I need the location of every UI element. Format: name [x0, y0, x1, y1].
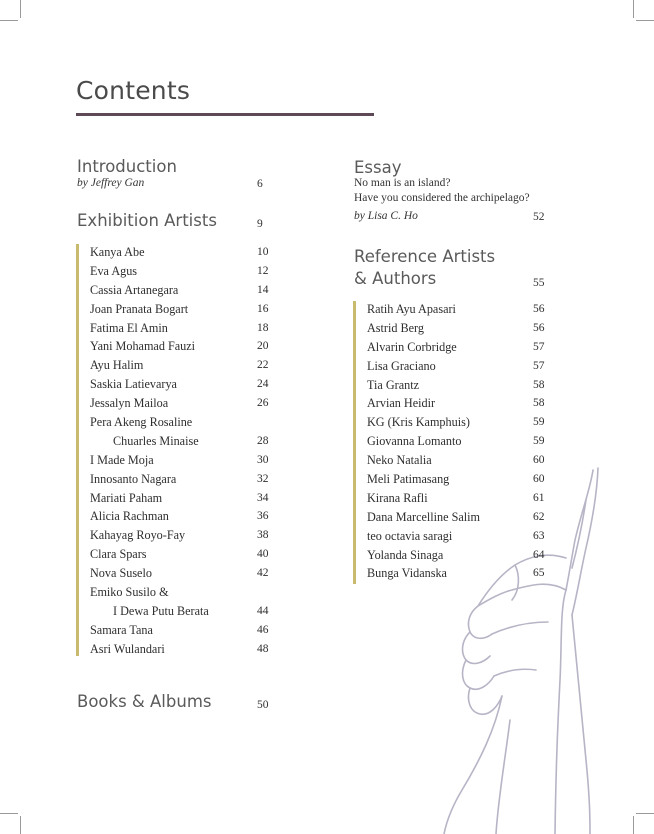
- entry-page: 26: [257, 397, 269, 410]
- list-item: [367, 527, 557, 546]
- list-item: [90, 413, 280, 432]
- entry-name: Mariati Paham: [90, 490, 163, 505]
- reference-list-bar: [353, 301, 356, 584]
- reference-entries-list: [367, 300, 557, 583]
- entry-name: Joan Pranata Bogart: [90, 301, 189, 316]
- list-item: [90, 394, 280, 413]
- entry-name: Ayu Halim: [90, 358, 144, 373]
- entry-page: 12: [257, 264, 269, 277]
- crop-mark: [0, 20, 18, 21]
- page-title: Contents: [76, 76, 191, 105]
- list-item: [90, 243, 280, 262]
- list-item: [367, 451, 557, 470]
- list-item: [90, 507, 280, 526]
- exhibition-artists-list: [90, 243, 280, 659]
- list-item: [90, 470, 280, 489]
- entry-page: 44: [257, 604, 269, 617]
- crop-mark: [636, 20, 654, 21]
- entry-name: Fatima El Amin: [90, 320, 168, 335]
- entry-name: Arvian Heidir: [367, 396, 436, 411]
- crop-mark: [636, 813, 654, 814]
- introduction-byline: by Jeffrey Gan: [77, 177, 145, 189]
- entry-page: 14: [257, 283, 269, 296]
- entry-name: Astrid Berg: [367, 320, 424, 335]
- crop-mark: [20, 816, 21, 834]
- list-item: [90, 526, 280, 545]
- list-item: [367, 489, 557, 508]
- list-item: [90, 432, 280, 451]
- exhibition-artists-heading: Exhibition Artists: [77, 211, 217, 230]
- list-item: [367, 546, 557, 565]
- list-item: [367, 564, 557, 583]
- entry-page: 60: [533, 454, 545, 467]
- entry-page: 20: [257, 340, 269, 353]
- entry-page: 10: [257, 246, 269, 258]
- entry-page: 57: [533, 340, 545, 353]
- entry-page: 42: [257, 567, 269, 580]
- reference-page: 55: [533, 277, 545, 289]
- list-item: [90, 489, 280, 508]
- entry-name: Jessalyn Mailoa: [90, 396, 169, 411]
- entry-name: Alvarin Corbridge: [367, 339, 457, 354]
- entry-page: 22: [257, 359, 269, 372]
- list-item: [90, 262, 280, 281]
- reference-heading-line-1: Reference Artists: [354, 247, 496, 266]
- entry-page: 32: [257, 472, 269, 485]
- entry-page: 56: [533, 321, 545, 334]
- entry-name: Meli Patimasang: [367, 472, 450, 487]
- essay-title-line-2: Have you considered the archipelago?: [354, 192, 530, 204]
- essay-byline: by Lisa C. Ho: [354, 210, 418, 222]
- list-item: [90, 545, 280, 564]
- entry-name: Bunga Vidanska: [367, 566, 447, 581]
- list-item: [367, 319, 557, 338]
- crop-mark: [0, 813, 18, 814]
- entry-page: 59: [533, 416, 545, 429]
- list-item: [90, 337, 280, 356]
- entry-page: 30: [257, 453, 269, 466]
- list-item: [90, 583, 280, 602]
- exhibition-list-bar: [76, 244, 79, 656]
- list-item: [90, 602, 280, 621]
- entry-page: 28: [257, 434, 269, 447]
- entry-name: Kahayag Royo-Fay: [90, 528, 186, 543]
- entry-page: 48: [257, 642, 269, 655]
- entry-name: Chuarles Minaise: [113, 433, 199, 448]
- entry-name: I Dewa Putu Berata: [113, 603, 209, 618]
- reference-heading-line-2: & Authors: [354, 269, 437, 288]
- crop-mark: [20, 0, 21, 18]
- entry-name: Samara Tana: [90, 622, 153, 637]
- entry-name: Yani Mohamad Fauzi: [90, 339, 196, 354]
- essay-page: 52: [533, 211, 545, 223]
- entry-page: 61: [533, 491, 545, 504]
- entry-page: 24: [257, 378, 269, 391]
- entry-name: I Made Moja: [90, 452, 154, 467]
- list-item: [90, 319, 280, 338]
- exhibition-artists-page: 9: [257, 218, 263, 230]
- list-item: [367, 470, 557, 489]
- list-item: [90, 356, 280, 375]
- books-albums-page: 50: [257, 699, 269, 711]
- essay-title-line-1: No man is an island?: [354, 177, 451, 189]
- title-rule: [76, 113, 374, 116]
- entry-page: 38: [257, 529, 269, 542]
- entry-name: Pera Akeng Rosaline: [90, 415, 193, 430]
- list-item: [367, 413, 557, 432]
- list-item: [367, 376, 557, 395]
- entry-name: Neko Natalia: [367, 453, 432, 468]
- list-item: [90, 564, 280, 583]
- entry-name: Lisa Graciano: [367, 358, 436, 373]
- entry-name: Yolanda Sinaga: [367, 547, 444, 562]
- entry-page: 62: [533, 510, 545, 523]
- entry-name: Kirana Rafli: [367, 490, 428, 505]
- entry-name: KG (Kris Kamphuis): [367, 415, 470, 430]
- entry-page: 59: [533, 435, 545, 448]
- entry-page: 60: [533, 473, 545, 486]
- books-albums-heading: Books & Albums: [77, 692, 212, 711]
- list-item: [367, 357, 557, 376]
- entry-name: Tia Grantz: [367, 377, 420, 392]
- entry-page: 36: [257, 510, 269, 523]
- entry-name: Eva Agus: [90, 263, 138, 278]
- entry-name: Asri Wulandari: [90, 641, 165, 656]
- entry-name: Cassia Artanegara: [90, 282, 179, 297]
- entry-page: 46: [257, 623, 269, 636]
- entry-page: 56: [533, 303, 545, 315]
- list-item: [367, 508, 557, 527]
- list-item: [90, 281, 280, 300]
- crop-mark: [633, 816, 634, 834]
- entry-name: Kanya Abe: [90, 245, 145, 259]
- entry-page: 34: [257, 491, 269, 504]
- entry-page: 18: [257, 321, 269, 334]
- introduction-page: 6: [257, 178, 263, 190]
- list-item: [90, 451, 280, 470]
- list-item: [367, 394, 557, 413]
- entry-name: Emiko Susilo &: [90, 585, 169, 600]
- list-item: [90, 300, 280, 319]
- entry-page: 40: [257, 548, 269, 561]
- entry-name: Innosanto Nagara: [90, 471, 177, 486]
- entry-name: teo octavia saragi: [367, 528, 453, 543]
- entry-name: Clara Spars: [90, 547, 147, 562]
- entry-page: 64: [533, 548, 545, 561]
- entry-page: 63: [533, 529, 545, 542]
- introduction-heading: Introduction: [77, 157, 177, 176]
- entry-name: Ratih Ayu Apasari: [367, 302, 456, 316]
- entry-name: Saskia Latievarya: [90, 377, 177, 392]
- essay-heading: Essay: [354, 158, 402, 177]
- entry-page: 58: [533, 397, 545, 410]
- list-item: [90, 621, 280, 640]
- entry-page: 58: [533, 378, 545, 391]
- entry-name: Alicia Rachman: [90, 509, 169, 524]
- list-item: [90, 375, 280, 394]
- entry-page: 16: [257, 302, 269, 315]
- crop-mark: [633, 0, 634, 18]
- list-item: [367, 338, 557, 357]
- entry-name: Dana Marcelline Salim: [367, 509, 481, 524]
- list-item: [367, 432, 557, 451]
- entry-page: 57: [533, 359, 545, 372]
- entry-name: Nova Suselo: [90, 566, 152, 581]
- list-item: [90, 640, 280, 659]
- entry-name: Giovanna Lomanto: [367, 434, 462, 449]
- list-item: [367, 300, 557, 319]
- entry-page: 65: [533, 567, 545, 580]
